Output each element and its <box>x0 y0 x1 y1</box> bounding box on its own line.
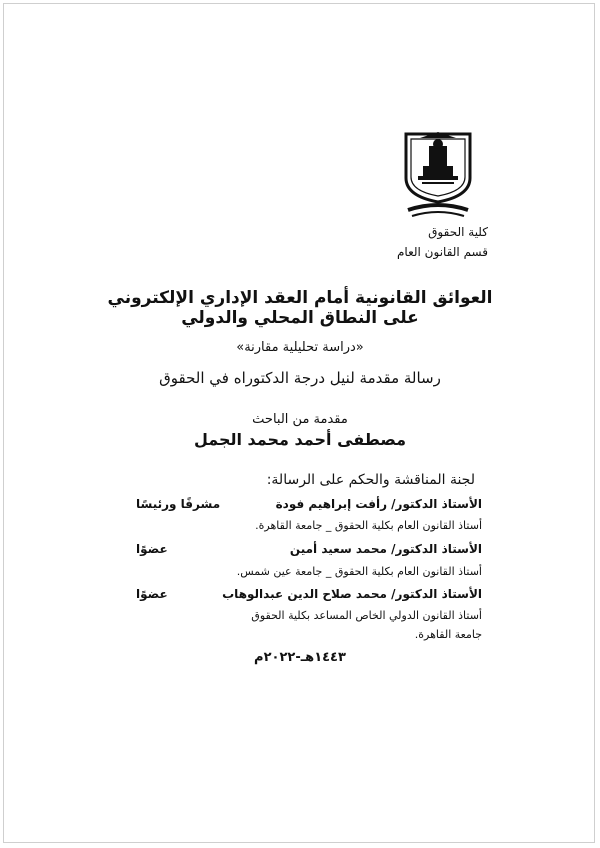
committee-member-position: أستاذ القانون الدولي الخاص المساعد بكلية الحقوق <box>251 609 482 622</box>
thesis-title-line2: على النطاق المحلي والدولي <box>181 308 419 328</box>
committee-member-position: أستاذ القانون العام بكلية الحقوق _ جامعة عين شمس. <box>236 565 482 578</box>
committee-member-name: الأستاذ الدكتور/ محمد سعيد أمين <box>289 542 482 556</box>
researcher-name: مصطفى أحمد محمد الجمل <box>193 430 407 449</box>
presented-by-label: مقدمة من الباحث <box>252 412 348 427</box>
committee-member-name: الأستاذ الدكتور/ محمد صلاح الدين عبدالوهاب <box>222 587 482 601</box>
committee-member-role: عضوًا <box>136 542 168 556</box>
thesis-date: ١٤٤٣هـ-٢٠٢٢م <box>254 650 346 665</box>
thesis-title-line1: العوائق القانونية أمام العقد الإداري الإلكتروني <box>107 288 493 308</box>
thesis-subtitle: «دراسة تحليلية مقارنة» <box>236 340 364 355</box>
committee-member-name: الأستاذ الدكتور/ رأفت إبراهيم فودة <box>275 497 482 511</box>
committee-member-role: عضوًا <box>136 587 168 601</box>
thesis-degree: رسالة مقدمة لنيل درجة الدكتوراه في الحقوق <box>159 369 441 387</box>
department-name: قسم القانون العام <box>397 245 488 259</box>
committee-heading: لجنة المناقشة والحكم على الرسالة: <box>266 472 475 488</box>
faculty-name: كلية الحقوق <box>428 225 488 239</box>
university-logo <box>400 130 476 220</box>
committee-member-position: أستاذ القانون العام بكلية الحقوق _ جامعة القاهرة. <box>255 519 482 532</box>
committee-member-position: جامعة القاهرة. <box>414 628 482 641</box>
committee-member-role: مشرفًا ورئيسًا <box>136 497 221 511</box>
